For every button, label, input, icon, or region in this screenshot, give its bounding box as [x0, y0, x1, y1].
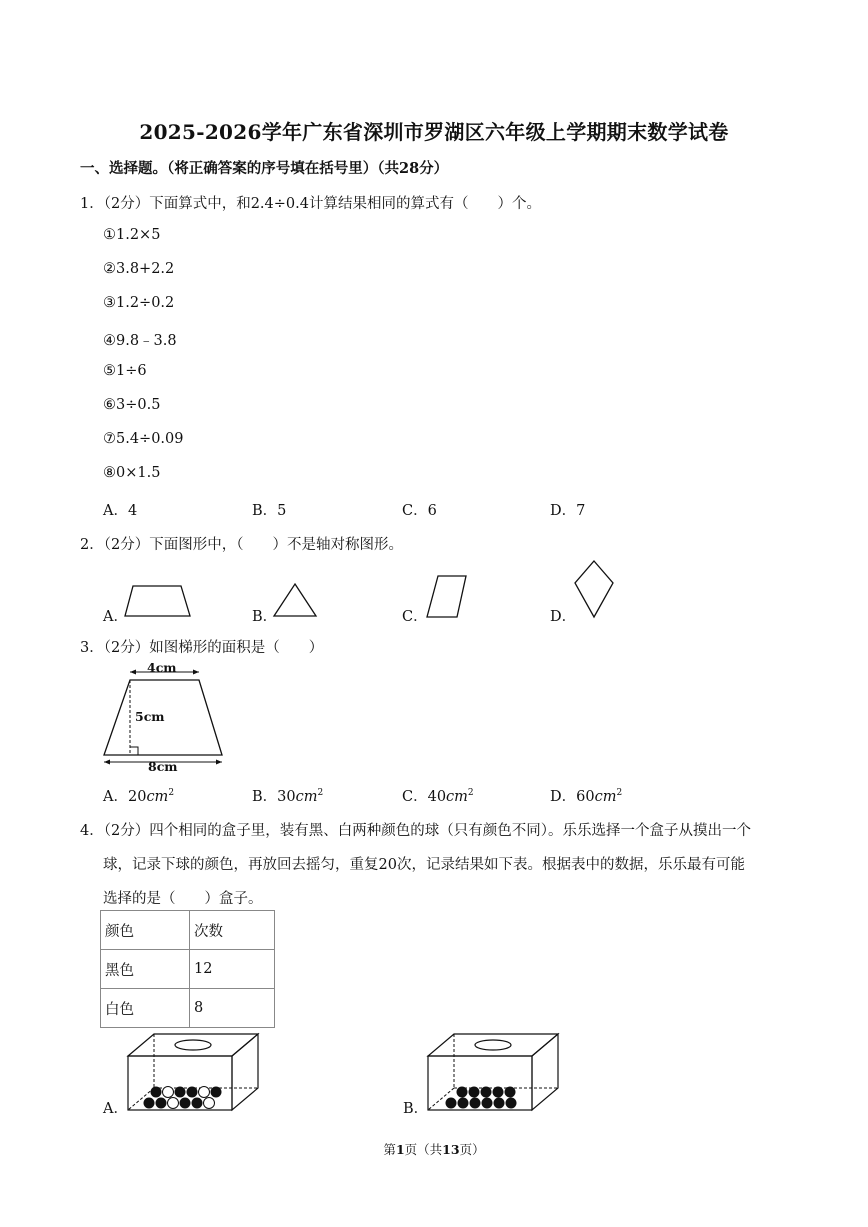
- q1-item: ①1.2×5: [103, 227, 161, 243]
- table-row: [101, 989, 275, 1028]
- q1-item: ④9.8﹣3.8: [103, 333, 177, 349]
- question-3-stem: 3．（2分）如图梯形的面积是（ ）: [80, 640, 324, 656]
- tally-table: [100, 910, 275, 1028]
- page-footer: 第1页（共13页）: [383, 1142, 485, 1157]
- q2-choice-d: D．: [550, 609, 577, 625]
- question-4-line-3: 选择的是（ ）盒子。: [103, 891, 263, 907]
- trapezoid-height-label: 5cm: [135, 709, 165, 724]
- q4-choice-a: A．: [103, 1101, 128, 1117]
- q1-item: ⑤1÷6: [103, 363, 147, 379]
- table-header-cell: 次数: [190, 911, 275, 950]
- table-row: [101, 911, 275, 950]
- trapezoid-figure: [100, 660, 230, 770]
- box-b-icon: [422, 1030, 562, 1115]
- parallelogram-icon: [426, 574, 472, 620]
- q2-choice-a: A．: [103, 609, 128, 625]
- box-a-icon: [122, 1030, 262, 1115]
- table-cell: 12: [190, 950, 275, 989]
- q1-item: ⑥3÷0.5: [103, 397, 161, 413]
- question-4-line-1: 4．（2分）四个相同的盒子里，装有黑、白两种颜色的球（只有颜色不同）。乐乐选择一个盒子从摸出一个: [80, 823, 751, 839]
- q4-choice-b: B．: [403, 1101, 429, 1117]
- table-cell: 黑色: [101, 950, 190, 989]
- table-cell: 白色: [101, 989, 190, 1028]
- question-2-stem: 2．（2分）下面图形中，（ ）不是轴对称图形。: [80, 537, 403, 553]
- question-4-line-2: 球，记录下球的颜色，再放回去摇匀，重复20次，记录结果如下表。根据表中的数据，乐乐最有可能: [103, 857, 745, 873]
- q1-item: ③1.2÷0.2: [103, 295, 175, 311]
- q3-choice-d: D．$60cm^2$: [550, 788, 623, 805]
- q3-choice-c: C．$40cm^2$: [402, 788, 474, 805]
- q3-choice-b: B．$30cm^2$: [252, 788, 324, 805]
- table-row: [101, 950, 275, 989]
- q1-choice-c: C．6: [402, 503, 437, 519]
- trapezoid-icon: [124, 583, 194, 619]
- trapezoid-top-label: 4cm: [147, 660, 177, 675]
- q1-item: ⑧0×1.5: [103, 465, 161, 481]
- q1-choice-a: A．4: [103, 503, 138, 519]
- q1-choice-b: B．5: [252, 503, 287, 519]
- q2-choice-c: C．: [402, 609, 428, 625]
- page-title: 2025-2026学年广东省深圳市罗湖区六年级上学期期末数学试卷: [139, 120, 729, 144]
- kite-icon: [574, 559, 616, 621]
- trapezoid-bottom-label: 8cm: [148, 759, 178, 774]
- triangle-icon: [273, 581, 323, 621]
- question-1-stem: 1．（2分）下面算式中，和2.4÷0.4计算结果相同的算式有（ ）个。: [80, 196, 541, 212]
- q2-choice-b: B．: [252, 609, 278, 625]
- table-header-cell: 颜色: [101, 911, 190, 950]
- q1-choice-d: D．7: [550, 503, 586, 519]
- q1-item: ⑦5.4÷0.09: [103, 431, 184, 447]
- q3-choice-a: A．$20cm^2$: [103, 788, 175, 805]
- table-cell: 8: [190, 989, 275, 1028]
- q1-item: ②3.8+2.2: [103, 261, 175, 277]
- section-heading: 一、选择题。（将正确答案的序号填在括号里）（共28分）: [80, 160, 449, 177]
